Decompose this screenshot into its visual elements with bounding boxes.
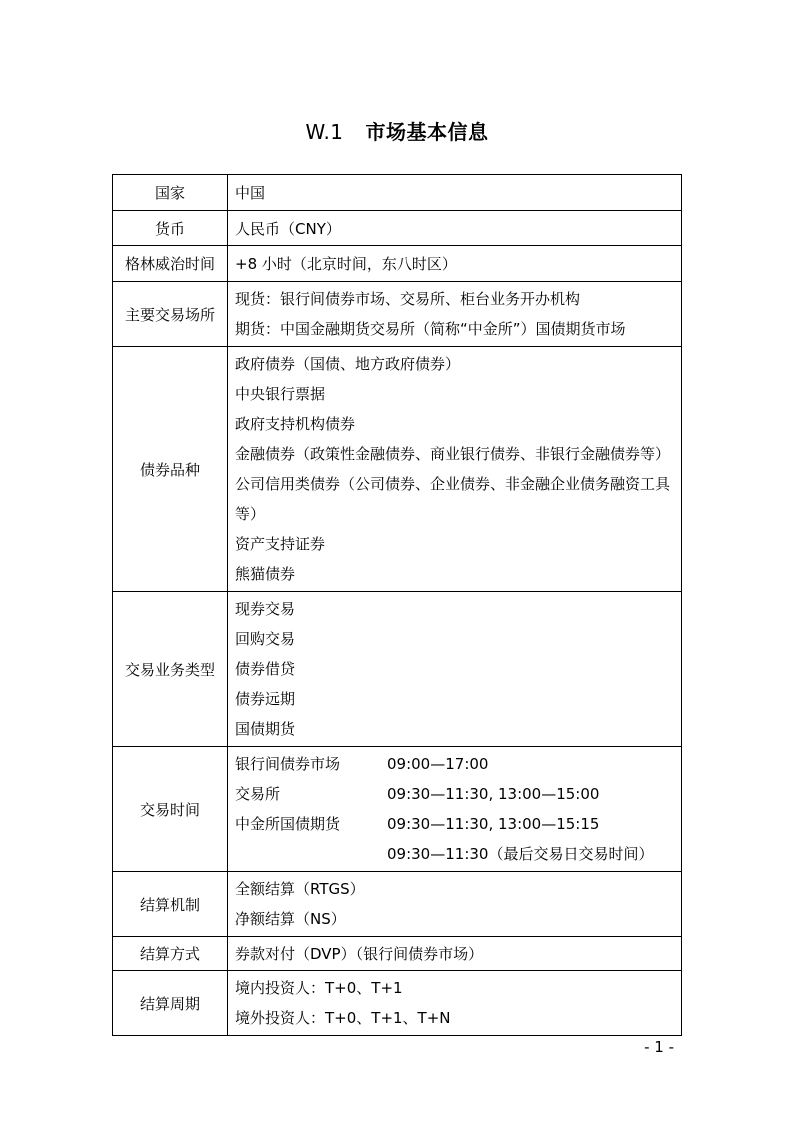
trading-venue: 中金所国债期货 — [235, 815, 341, 833]
trading-hours-entry — [235, 779, 681, 809]
table-row — [113, 211, 682, 246]
table-row — [113, 175, 682, 211]
list-item: 现券交易 — [235, 600, 296, 618]
table-row — [113, 747, 682, 872]
row-label: 交易时间 — [113, 747, 228, 872]
row-label: 格林威治时间 — [113, 246, 228, 282]
list-item: 债券借贷 — [235, 660, 296, 678]
row-value: +8 小时（北京时间，东八时区） — [228, 246, 682, 282]
table-row — [113, 592, 682, 747]
trading-hours-entry — [235, 749, 681, 779]
trading-venue: 交易所 — [235, 785, 281, 803]
list-item: 熊猫债券 — [235, 565, 296, 583]
list-item: 资产支持证券 — [235, 535, 326, 553]
row-label: 结算机制 — [113, 872, 228, 937]
table-row — [113, 971, 682, 1036]
row-value — [228, 347, 682, 592]
section-title: 市场基本信息 — [365, 120, 489, 144]
table-row — [113, 937, 682, 971]
list-item: 境外投资人：T+0、T+1、T+N — [235, 1009, 451, 1027]
row-label: 交易业务类型 — [113, 592, 228, 747]
trading-hours-entry — [235, 809, 681, 839]
trading-time: 09:30—11:30（最后交易日交易时间） — [387, 845, 654, 863]
list-item: 现货：银行间债券市场、交易所、柜台业务开办机构 — [235, 290, 581, 308]
row-value — [228, 872, 682, 937]
trading-venue — [235, 839, 387, 869]
trading-time: 09:30—11:30, 13:00—15:15 — [387, 815, 600, 833]
table-row — [113, 347, 682, 592]
row-label: 结算周期 — [113, 971, 228, 1036]
section-number: W.1 — [305, 120, 344, 144]
list-item: 债券远期 — [235, 690, 296, 708]
list-item: 净额结算（NS） — [235, 910, 346, 928]
trading-hours-entry — [235, 839, 681, 869]
row-label: 国家 — [113, 175, 228, 211]
row-label: 货币 — [113, 211, 228, 246]
table-row — [113, 282, 682, 347]
list-item: 回购交易 — [235, 630, 296, 648]
row-value — [228, 747, 682, 872]
row-value: 人民币（CNY） — [228, 211, 682, 246]
list-item: 政府债券（国债、地方政府债券） — [235, 355, 461, 373]
row-value: 券款对付（DVP）（银行间债券市场） — [228, 937, 682, 971]
list-item: 中央银行票据 — [235, 385, 326, 403]
row-value — [228, 282, 682, 347]
row-label: 债券品种 — [113, 347, 228, 592]
list-item: 金融债券（政策性金融债券、商业银行债券、非银行金融债券等） — [235, 445, 671, 463]
row-label: 主要交易场所 — [113, 282, 228, 347]
list-item: 境内投资人：T+0、T+1 — [235, 979, 403, 997]
list-item: 公司信用类债券（公司债券、企业债券、非金融企业债务融资工具等） — [235, 475, 671, 523]
list-item: 期货：中国金融期货交易所（简称“中金所”）国债期货市场 — [235, 320, 626, 338]
list-item: 全额结算（RTGS） — [235, 880, 365, 898]
row-label: 结算方式 — [113, 937, 228, 971]
page-number: - 1 - — [644, 1038, 674, 1056]
table-row — [113, 872, 682, 937]
trading-time: 09:00—17:00 — [387, 755, 489, 773]
row-value — [228, 592, 682, 747]
trading-venue: 银行间债券市场 — [235, 755, 341, 773]
table-row — [113, 246, 682, 282]
row-value: 中国 — [228, 175, 682, 211]
trading-time: 09:30—11:30, 13:00—15:00 — [387, 785, 600, 803]
row-value — [228, 971, 682, 1036]
list-item: 国债期货 — [235, 720, 296, 738]
market-info-table — [112, 174, 682, 1036]
list-item: 政府支持机构债券 — [235, 415, 356, 433]
page-title — [0, 116, 794, 145]
